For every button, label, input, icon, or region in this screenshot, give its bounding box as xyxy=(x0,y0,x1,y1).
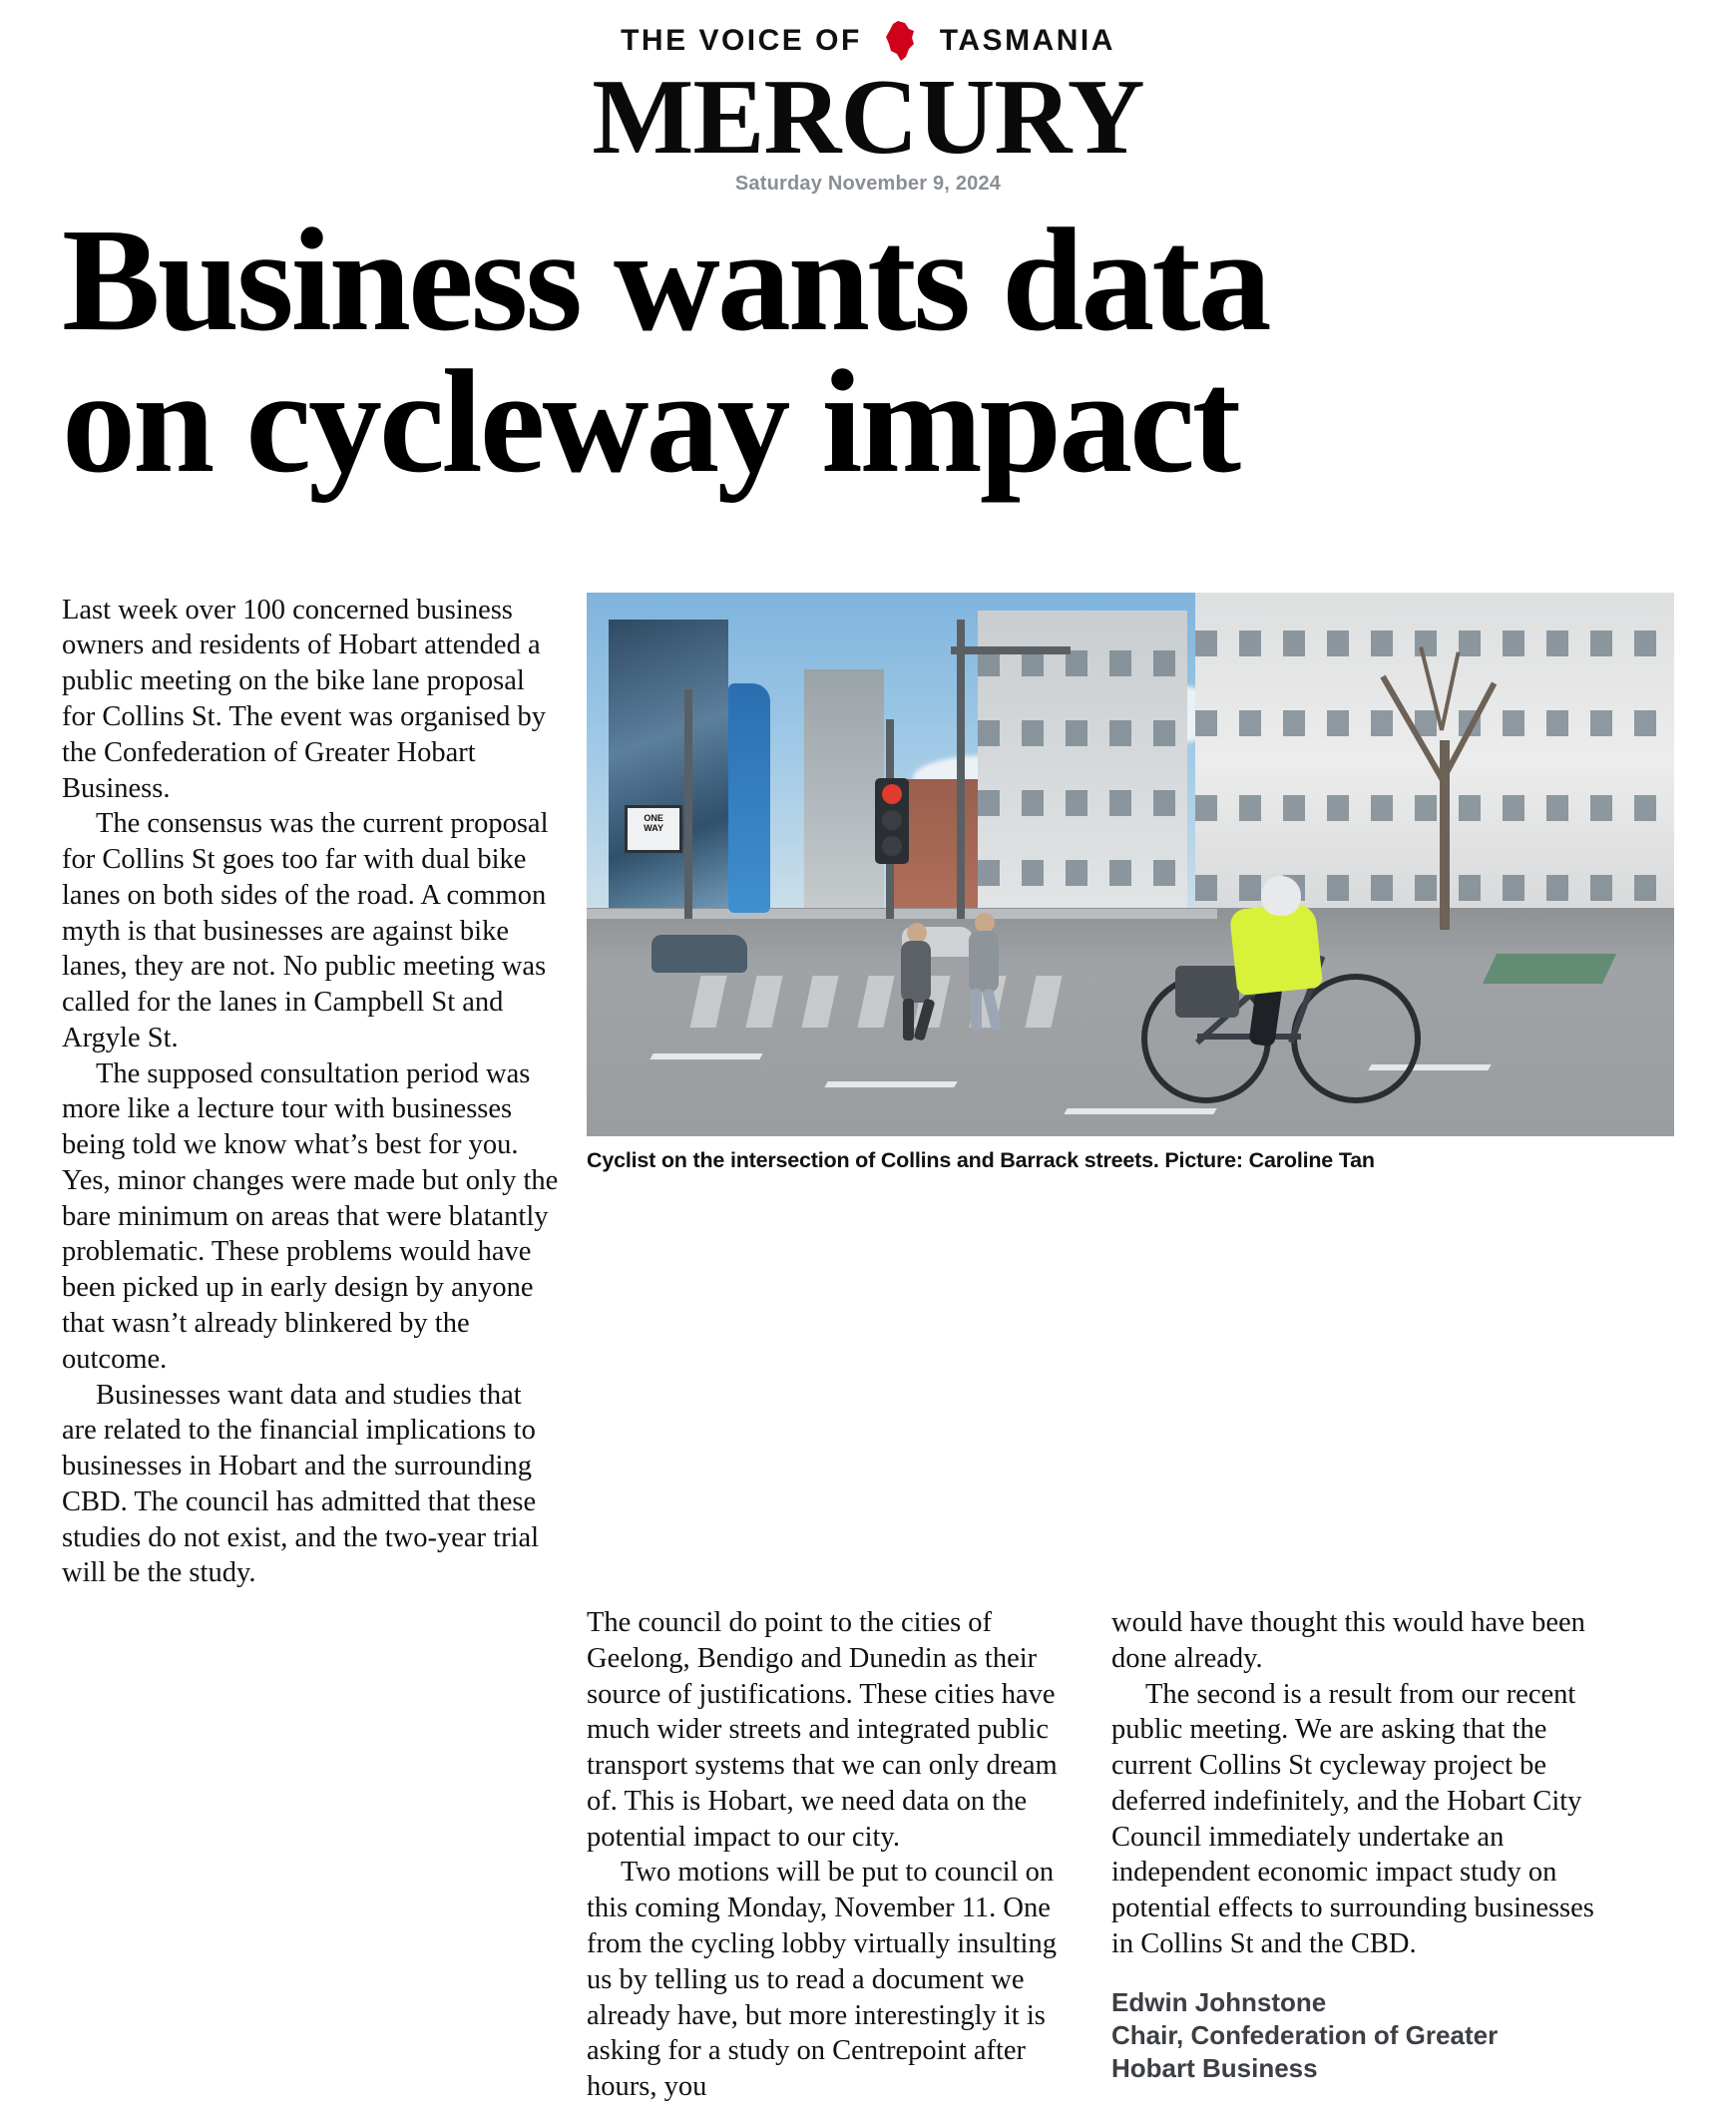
column-two xyxy=(587,1605,1085,2105)
one-way-sign-label: ONE WAY xyxy=(644,813,663,833)
parked-car xyxy=(651,935,747,973)
headline-line-2: on cycleway impact xyxy=(62,340,1239,505)
building-midrise xyxy=(804,669,884,919)
masthead xyxy=(62,0,1674,196)
tagline-right: TASMANIA xyxy=(939,24,1115,57)
street-light-pole xyxy=(957,620,965,919)
author-signoff xyxy=(1111,1986,1610,2086)
bicycle-pannier xyxy=(1175,966,1239,1018)
road-marking xyxy=(1064,1108,1216,1114)
page-headline xyxy=(62,199,1674,505)
tasmania-map-icon xyxy=(878,18,924,64)
traffic-light xyxy=(875,778,909,864)
green-bike-lane-marking xyxy=(1483,954,1616,984)
road-marking xyxy=(824,1081,957,1087)
paragraph: The second is a result from our recent public meeting. We are asking that the current Collins St cycleway project be deferred indefinitely, and the Hobart City Council immediately undertake an independent economic impact study on potential effects to surrounding businesses in Collins St and the CBD. xyxy=(1111,1678,1594,1959)
rider-helmet xyxy=(1261,876,1301,916)
article-figure xyxy=(587,593,1674,1173)
author-role-line-1: Chair, Confederation of Greater xyxy=(1111,2020,1499,2051)
issue-date: Saturday November 9, 2024 xyxy=(734,173,1002,196)
street-light-arm xyxy=(951,646,1071,654)
street-banner-flag xyxy=(728,683,770,913)
paragraph: The supposed consultation period was more like a lecture tour with businesses being told we know what’s best for you. Yes, minor changes were made but only the bare minimum on areas that were blatantly problematic. These problems would have been picked up in early design by anyone that wasn’t already blinkered by the outcome. xyxy=(62,1057,559,1375)
traffic-light-green xyxy=(882,836,902,856)
traffic-light-amber xyxy=(882,810,902,830)
column-three xyxy=(1111,1605,1610,2105)
paragraph: Businesses want data and studies that are related to the financial implications to businesses in Hobart and the surrounding CBD. The council has admitted that these studies do not exist, and the two-year trial will be the study. xyxy=(62,1379,540,1589)
building-glass xyxy=(609,620,728,919)
paragraph: The council do point to the cities of Geelong, Bendigo and Dunedin as their source of justifications. These cities have much wider streets and integrated public transport systems that we can only dream of. This is Hobart, we need data on the potential impact to our city. xyxy=(587,1607,1058,1853)
kerb xyxy=(587,909,1217,919)
article-body xyxy=(62,593,1674,2105)
paragraph: Last week over 100 concerned business owners and residents of Hobart attended a public meeting on the bike lane proposal for Collins St. The event was organised by the Confederation of Greater Hobart Business. xyxy=(62,594,546,804)
figure-caption: Cyclist on the intersection of Collins and Barrack streets. Picture: Caroline Tan xyxy=(587,1147,1375,1172)
paragraph: Two motions will be put to council on this coming Monday, November 11. One from the cycling lobby virtually insulting us by telling us to read a document we already have, but more interestingly it is asking for a study on Centrepoint after hours, you xyxy=(587,1857,1057,2103)
bottom-row xyxy=(62,1605,1674,2105)
column-one-spacer xyxy=(62,1605,561,2105)
tagline-left: THE VOICE OF xyxy=(621,24,862,57)
paragraph: The consensus was the current proposal for Collins St goes too far with dual bike lanes on both sides of the road. A common myth is that businesses are against bike lanes, they are not. No public meeting was called for the lanes in Campbell St and Argyle St. xyxy=(62,808,549,1053)
one-way-sign xyxy=(625,805,682,853)
traffic-light-red xyxy=(882,784,902,804)
paragraph: would have thought this would have been done already. xyxy=(1111,1607,1585,1674)
top-row xyxy=(62,593,1674,1591)
pedestrian xyxy=(957,913,1017,1028)
headline-line-1: Business wants data xyxy=(62,199,1269,363)
column-one-top xyxy=(62,593,561,1591)
photo-collins-street-cyclist xyxy=(587,593,1674,1136)
masthead-title: MERCURY xyxy=(592,58,1144,177)
author-name: Edwin Johnstone xyxy=(1111,1986,1327,2017)
cyclist xyxy=(1141,804,1431,1103)
sign-pole xyxy=(684,689,692,919)
rider-hi-vis-jacket xyxy=(1229,902,1324,997)
road-marking xyxy=(651,1053,763,1059)
author-role-line-2: Hobart Business xyxy=(1111,2053,1318,2084)
pedestrian xyxy=(891,923,951,1033)
